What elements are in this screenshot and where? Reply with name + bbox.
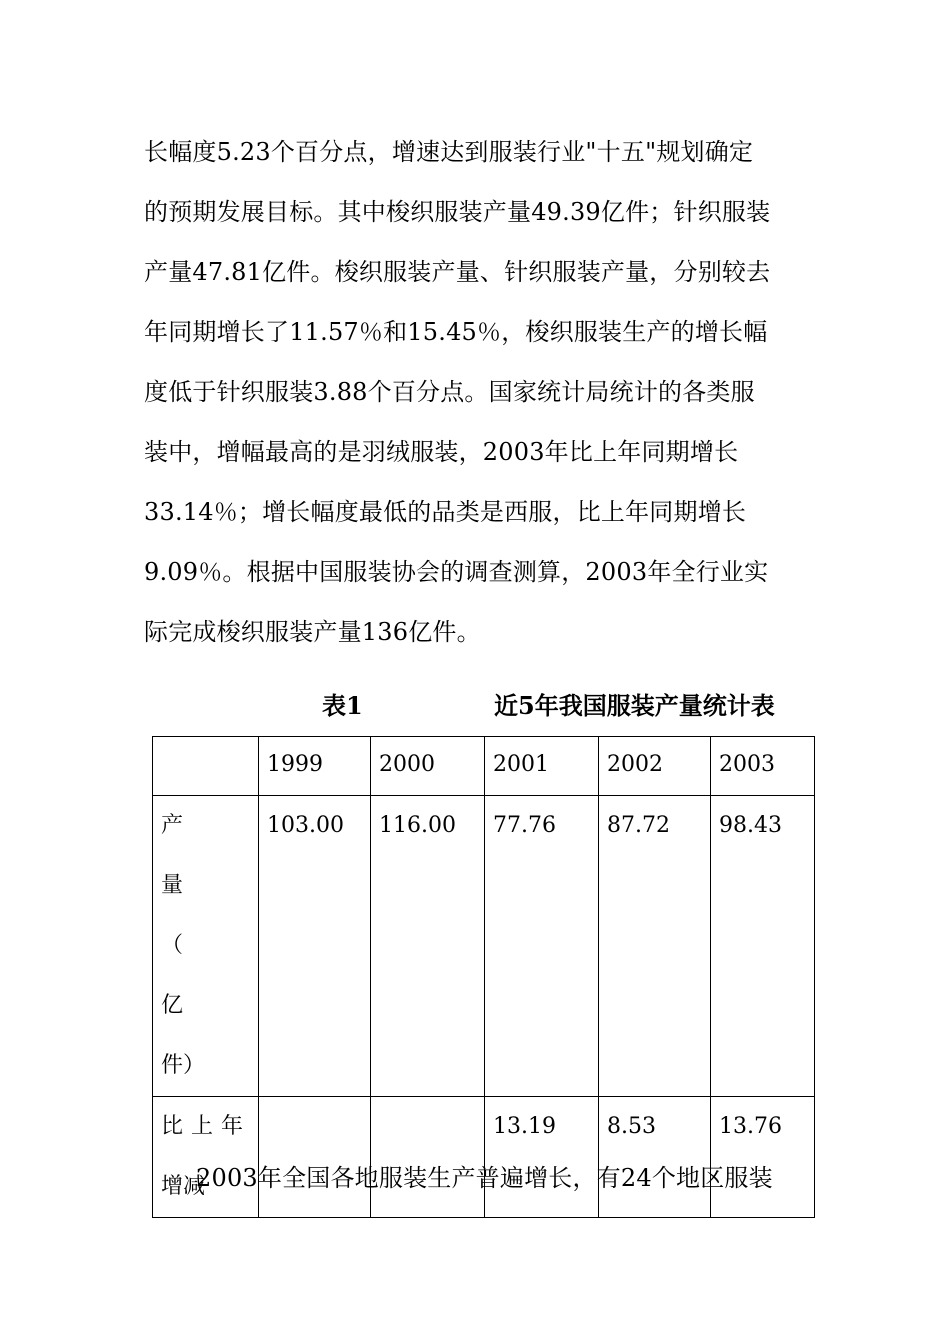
row-label-output	[153, 796, 259, 1097]
paragraph-line-6: 装中，增幅最高的是羽绒服装，2003年比上年同期增长	[144, 438, 739, 466]
year-header-cell: 2001	[485, 737, 599, 796]
table-cell: 103.00	[259, 796, 371, 1097]
table-cell	[371, 1097, 485, 1218]
table-cell: 8.53	[599, 1097, 711, 1218]
table-row-output	[153, 796, 815, 1097]
table-cell: 116.00	[371, 796, 485, 1097]
paragraph-line-9: 际完成梭织服装产量136亿件。	[144, 618, 481, 646]
paragraph-line-1: 长幅度5.23个百分点，增速达到服装行业"十五"规划确定	[144, 138, 754, 166]
table-cell: 77.76	[485, 796, 599, 1097]
production-table	[152, 736, 815, 1218]
year-header-cell: 2002	[599, 737, 711, 796]
paragraph-line-4: 年同期增长了11.57％和15.45％，梭织服装生产的增长幅	[144, 318, 768, 346]
row-label-change	[153, 1097, 259, 1218]
table-header-row	[153, 737, 815, 796]
row-label-line: 增减	[161, 1174, 206, 1199]
row-label-line: （ 亿	[161, 933, 228, 1018]
table-row-change	[153, 1097, 815, 1218]
table-cell: 13.76	[711, 1097, 815, 1218]
row-label-line: 比上年	[161, 1114, 243, 1139]
paragraph-line-3: 产量47.81亿件。梭织服装产量、针织服装产量，分别较去	[144, 258, 771, 286]
year-header-cell: 2000	[371, 737, 485, 796]
table-caption-title: 近5年我国服装产量统计表	[494, 691, 775, 720]
table-caption-label: 表1	[322, 691, 363, 720]
table-cell: 13.19	[485, 1097, 599, 1218]
table-cell: 87.72	[599, 796, 711, 1097]
paragraph-line-7: 33.14％；增长幅度最低的品类是西服，比上年同期增长	[144, 498, 747, 526]
row-label-line: 产 量	[161, 813, 228, 898]
row-label-line: 件）	[161, 1053, 206, 1078]
paragraph2-line-1: 2003年全国各地服装生产普遍增长，有24个地区服装	[196, 1164, 773, 1192]
year-header-cell: 2003	[711, 737, 815, 796]
year-header-cell: 1999	[259, 737, 371, 796]
paragraph-line-5: 度低于针织服装3.88个百分点。国家统计局统计的各类服	[144, 378, 755, 406]
table-cell: 98.43	[711, 796, 815, 1097]
table-corner-cell	[153, 737, 259, 796]
paragraph-line-2: 的预期发展目标。其中梭织服装产量49.39亿件；针织服装	[144, 198, 771, 226]
paragraph-line-8: 9.09％。根据中国服装协会的调查测算，2003年全行业实	[144, 558, 769, 586]
table-cell	[259, 1097, 371, 1218]
